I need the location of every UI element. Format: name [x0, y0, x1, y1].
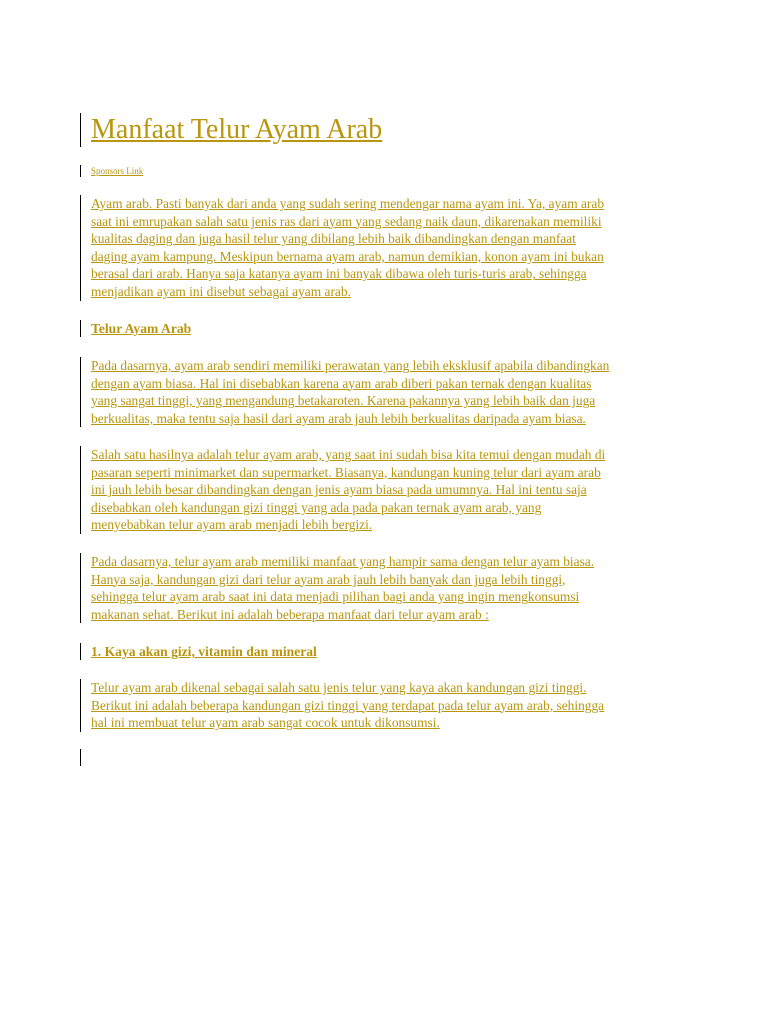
paragraph-line[interactable]: Pada dasarnya, ayam arab sendiri memiliki perawatan yang lebih eksklusif apabila dibandingkan [91, 358, 610, 373]
section-heading-telur-ayam-arab [80, 320, 191, 337]
paragraph-line[interactable]: ini jauh lebih besar dibandingkan dengan jenis ayam biasa pada umumnya. Hal ini tentu saja [91, 482, 587, 498]
paragraph-line[interactable]: dengan ayam biasa. Hal ini disebabkan karena ayam arab diberi pakan ternak dengan kualitas [91, 375, 592, 391]
paragraph-line[interactable]: Hanya saja, kandungan gizi dari telur ayam arab jauh lebih banyak dan juga lebih tinggi, [91, 571, 566, 587]
article-title-link[interactable]: Manfaat Telur Ayam Arab [91, 114, 383, 145]
article-title-block [80, 113, 382, 147]
paragraph-kandungan-gizi [80, 679, 701, 732]
sponsors-link-block [80, 165, 143, 177]
paragraph-line[interactable]: Salah satu hasilnya adalah telur ayam arab, yang saat ini sudah bisa kita temui dengan mudah di [91, 447, 606, 462]
intro-line[interactable]: kualitas daging dan juga hasil telur yang dibilang lebih baik dibandingkan dengan manfaat [91, 231, 576, 247]
paragraph-line[interactable]: berkualitas, maka tentu saja hasil dari ayam arab jauh lebih berkualitas daripada ayam biasa. [91, 410, 586, 426]
intro-line[interactable]: saat ini emrupakan salah satu jenis ras dari ayam yang sedang naik daun, dikarenakan memiliki [91, 213, 602, 229]
paragraph-line[interactable]: hal ini membuat telur ayam arab sangat cocok untuk dikonsumsi. [91, 715, 440, 731]
intro-line[interactable]: menjadikan ayam ini disebut sebagai ayam arab. [91, 283, 351, 299]
paragraph-line[interactable]: sehingga telur ayam arab saat ini data menjadi pilihan bagi anda yang ingin mengkonsumsi [91, 589, 580, 605]
paragraph-line[interactable]: menyebabkan telur ayam arab menjadi lebih bergizi. [91, 517, 373, 533]
paragraph-line[interactable]: makanan sehat. Berikut ini adalah beberapa manfaat dari telur ayam arab : [91, 606, 489, 622]
paragraph-hasil-telur [80, 446, 701, 534]
paragraph-line[interactable]: Berikut ini adalah beberapa kandungan gizi tinggi yang terdapat pada telur ayam arab, sehingga [91, 697, 605, 713]
intro-paragraph [80, 195, 701, 301]
paragraph-line[interactable]: Pada dasarnya, telur ayam arab memiliki manfaat yang hampir sama dengan telur ayam biasa. [91, 554, 595, 569]
sponsors-link[interactable]: Sponsors Link [91, 166, 144, 176]
paragraph-perawatan [80, 357, 701, 427]
intro-line[interactable]: daging ayam kampung. Meskipun bernama ayam arab, namun demikian, konon ayam ini bukan [91, 248, 604, 264]
section-heading-kaya-gizi [80, 643, 317, 660]
paragraph-line[interactable]: disebabkan oleh kandungan gizi tinggi yang ada pada pakan ternak ayam arab, yang [91, 499, 542, 515]
section-heading-link[interactable]: 1. Kaya akan gizi, vitamin dan mineral [91, 644, 317, 659]
paragraph-line[interactable]: Telur ayam arab dikenal sebagai salah satu jenis telur yang kaya akan kandungan gizi tinggi. [91, 680, 587, 695]
empty-paragraph-marker [80, 749, 91, 766]
section-heading-link[interactable]: Telur Ayam Arab [91, 321, 192, 336]
intro-line[interactable]: Ayam arab. Pasti banyak dari anda yang sudah sering mendengar nama ayam ini. Ya, ayam arab [91, 196, 605, 211]
paragraph-line[interactable]: pasaran seperti minimarket dan supermarket. Biasanya, kandungan kuning telur dari ayam arab [91, 464, 601, 480]
paragraph-manfaat [80, 553, 701, 623]
paragraph-line[interactable]: yang sangat tinggi, yang mengandung betakaroten. Karena pakannya yang lebih baik dan juga [91, 393, 596, 409]
intro-line[interactable]: berasal dari arab. Hanya saja katanya ayam ini banyak dibawa oleh turis-turis arab, sehingga [91, 266, 587, 282]
